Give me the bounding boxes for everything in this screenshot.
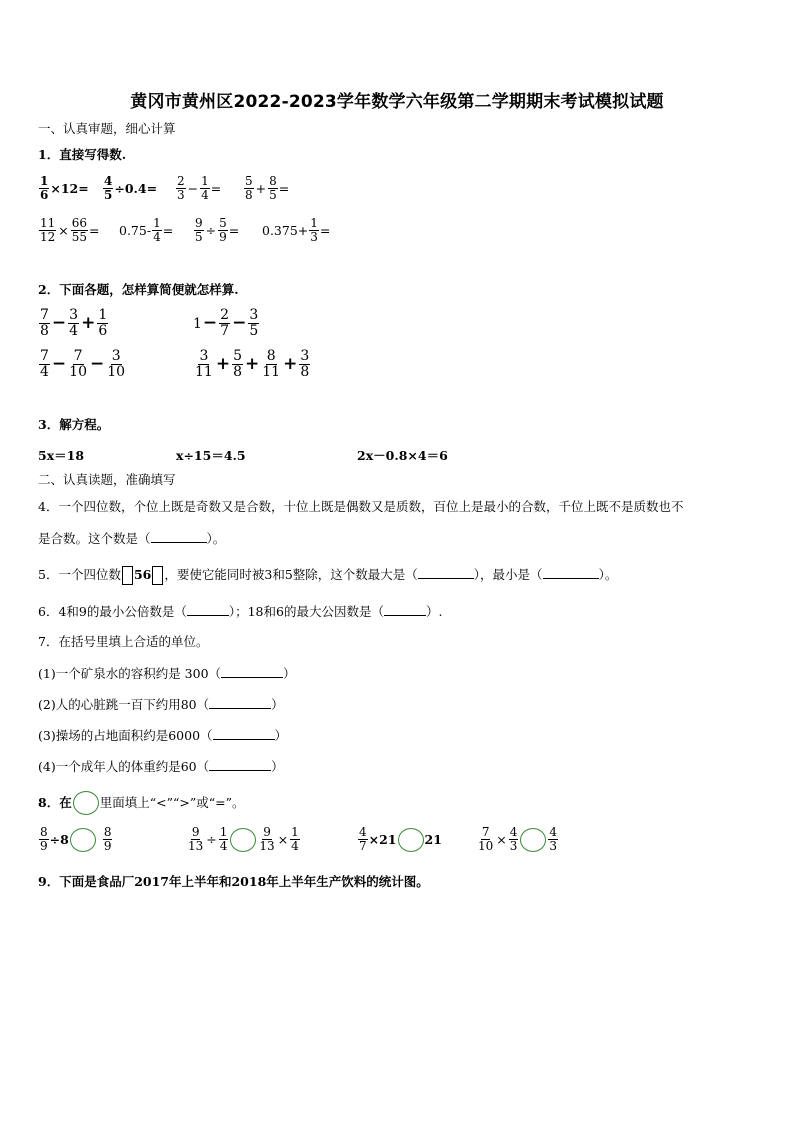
fraction: $\frac{9}{5}$ (195, 216, 203, 244)
comparison-circle[interactable] (73, 791, 99, 815)
question-7-item-4: (4)一个成年人的体重约是60（ ） (38, 759, 284, 774)
equation-1: 5x＝18 (38, 448, 85, 463)
fraction: $\frac{66}{55}$ (71, 216, 88, 244)
fraction: $\frac{8}{5}$ (269, 174, 277, 202)
q1-item-g: $\frac{9}{5}$ ÷ $\frac{5}{9}$ = (195, 216, 240, 244)
q8-comparison-3: $\frac{4}{7}$ ×21 21 (359, 825, 442, 853)
question-7-item-1: (1)一个矿泉水的容积约是 300（ ） (38, 666, 296, 681)
q8-comparison-4: $\frac{7}{10}$ × $\frac{4}{3}$ $\frac{4}{3}$ (478, 825, 558, 853)
q2-expression-4: $\frac{3}{11}$ + $\frac{5}{8}$ + $\frac{8}{11}$ + $\frac{3}{8}$ (195, 348, 310, 380)
q8-comparison-2: $\frac{9}{13}$ ÷ $\frac{1}{4}$ $\frac{9}{13}$ × $\frac{1}{4}$ (188, 825, 299, 853)
answer-blank-gcd[interactable] (384, 603, 426, 616)
q1-item-e: $\frac{11}{12}$ × $\frac{66}{55}$ = (40, 216, 100, 244)
q2-expression-2: 1 − $\frac{2}{7}$ − $\frac{3}{5}$ (193, 307, 259, 339)
fraction: $\frac{1}{4}$ (153, 216, 161, 244)
comparison-circle[interactable] (520, 828, 546, 852)
q2-expression-1: $\frac{7}{8}$ − $\frac{3}{4}$ + $\frac{1}{6}$ (40, 307, 108, 339)
fraction: $\frac{5}{9}$ (219, 216, 227, 244)
question-8-label: 8．在 里面填上“<”“>”或“=”。 (38, 791, 244, 815)
section-heading-2: 二、认真读题，准确填写 (38, 472, 176, 487)
comparison-circle[interactable] (398, 828, 424, 852)
question-4-line-2: 是合数。这个数是（ ）。 (38, 531, 226, 546)
q1-item-d: $\frac{5}{8}$ + $\frac{8}{5}$ = (245, 174, 290, 202)
fraction: $\frac{2}{3}$ (177, 174, 185, 202)
answer-blank[interactable] (209, 758, 271, 771)
comparison-circle[interactable] (230, 828, 256, 852)
answer-blank[interactable] (209, 696, 271, 709)
question-9-label: 9．下面是食品厂2017年上半年和2018年上半年生产饮料的统计图。 (38, 874, 429, 889)
q1-item-c: $\frac{2}{3}$ − $\frac{1}{4}$ = (177, 174, 222, 202)
question-7-item-2: (2)人的心脏跳一百下约用80（ ） (38, 697, 284, 712)
question-6: 6．4和9的最小公倍数是（ ）；18和6的最大公因数是（ ）. (38, 604, 443, 619)
q2-expression-3: $\frac{7}{4}$ − $\frac{7}{10}$ − $\frac{3}{10}$ (40, 348, 126, 380)
digit-box[interactable] (152, 566, 163, 585)
equation-2: x÷15＝4.5 (176, 448, 246, 463)
section-heading-1: 一、认真审题，细心计算 (38, 121, 176, 136)
question-5: 5．一个四位数 56 ，要使它能同时被3和5整除，这个数最大是（ ），最小是（ ）。 (38, 566, 617, 585)
fraction: $\frac{11}{12}$ (40, 216, 56, 244)
digit-box[interactable] (122, 566, 133, 585)
q8-comparison-1: $\frac{8}{9}$ ÷8 $\frac{8}{9}$ (40, 825, 112, 853)
q1-item-f: 0.75- $\frac{1}{4}$ = (119, 216, 174, 244)
page-title: 黄冈市黄州区2022-2023学年数学六年级第二学期期末考试模拟试题 (130, 92, 664, 112)
answer-blank-lcm[interactable] (187, 603, 229, 616)
answer-blank-max[interactable] (418, 566, 474, 579)
fraction: $\frac{5}{8}$ (245, 174, 253, 202)
q1-item-h: 0.375+ $\frac{1}{3}$ = (262, 216, 331, 244)
answer-blank[interactable] (221, 665, 283, 678)
question-7-label: 7．在括号里填上合适的单位。 (38, 634, 209, 649)
fraction: $\frac{1}{3}$ (310, 216, 318, 244)
comparison-circle[interactable] (70, 828, 96, 852)
fraction: $\frac{1}{6}$ (40, 174, 49, 202)
question-3-label: 3．解方程。 (38, 417, 110, 432)
answer-blank[interactable] (213, 727, 275, 740)
question-1-label: 1．直接写得数. (38, 147, 127, 162)
q1-item-a: $\frac{1}{6}$ ×12= (40, 174, 89, 202)
question-2-label: 2．下面各题，怎样算简便就怎样算. (38, 282, 239, 297)
answer-blank[interactable] (151, 530, 207, 543)
question-4-line-1: 4．一个四位数，个位上既是奇数又是合数，十位上既是偶数又是质数，百位上是最小的合数，千位上既不是质数也不 (38, 499, 684, 514)
fraction: $\frac{4}{5}$ (104, 174, 113, 202)
question-7-item-3: (3)操场的占地面积约是6000（ ） (38, 728, 288, 743)
q1-item-b: $\frac{4}{5}$ ÷0.4= (104, 174, 158, 202)
fraction: $\frac{1}{4}$ (201, 174, 209, 202)
answer-blank-min[interactable] (543, 566, 599, 579)
equation-3: 2x－0.8×4＝6 (357, 448, 448, 463)
